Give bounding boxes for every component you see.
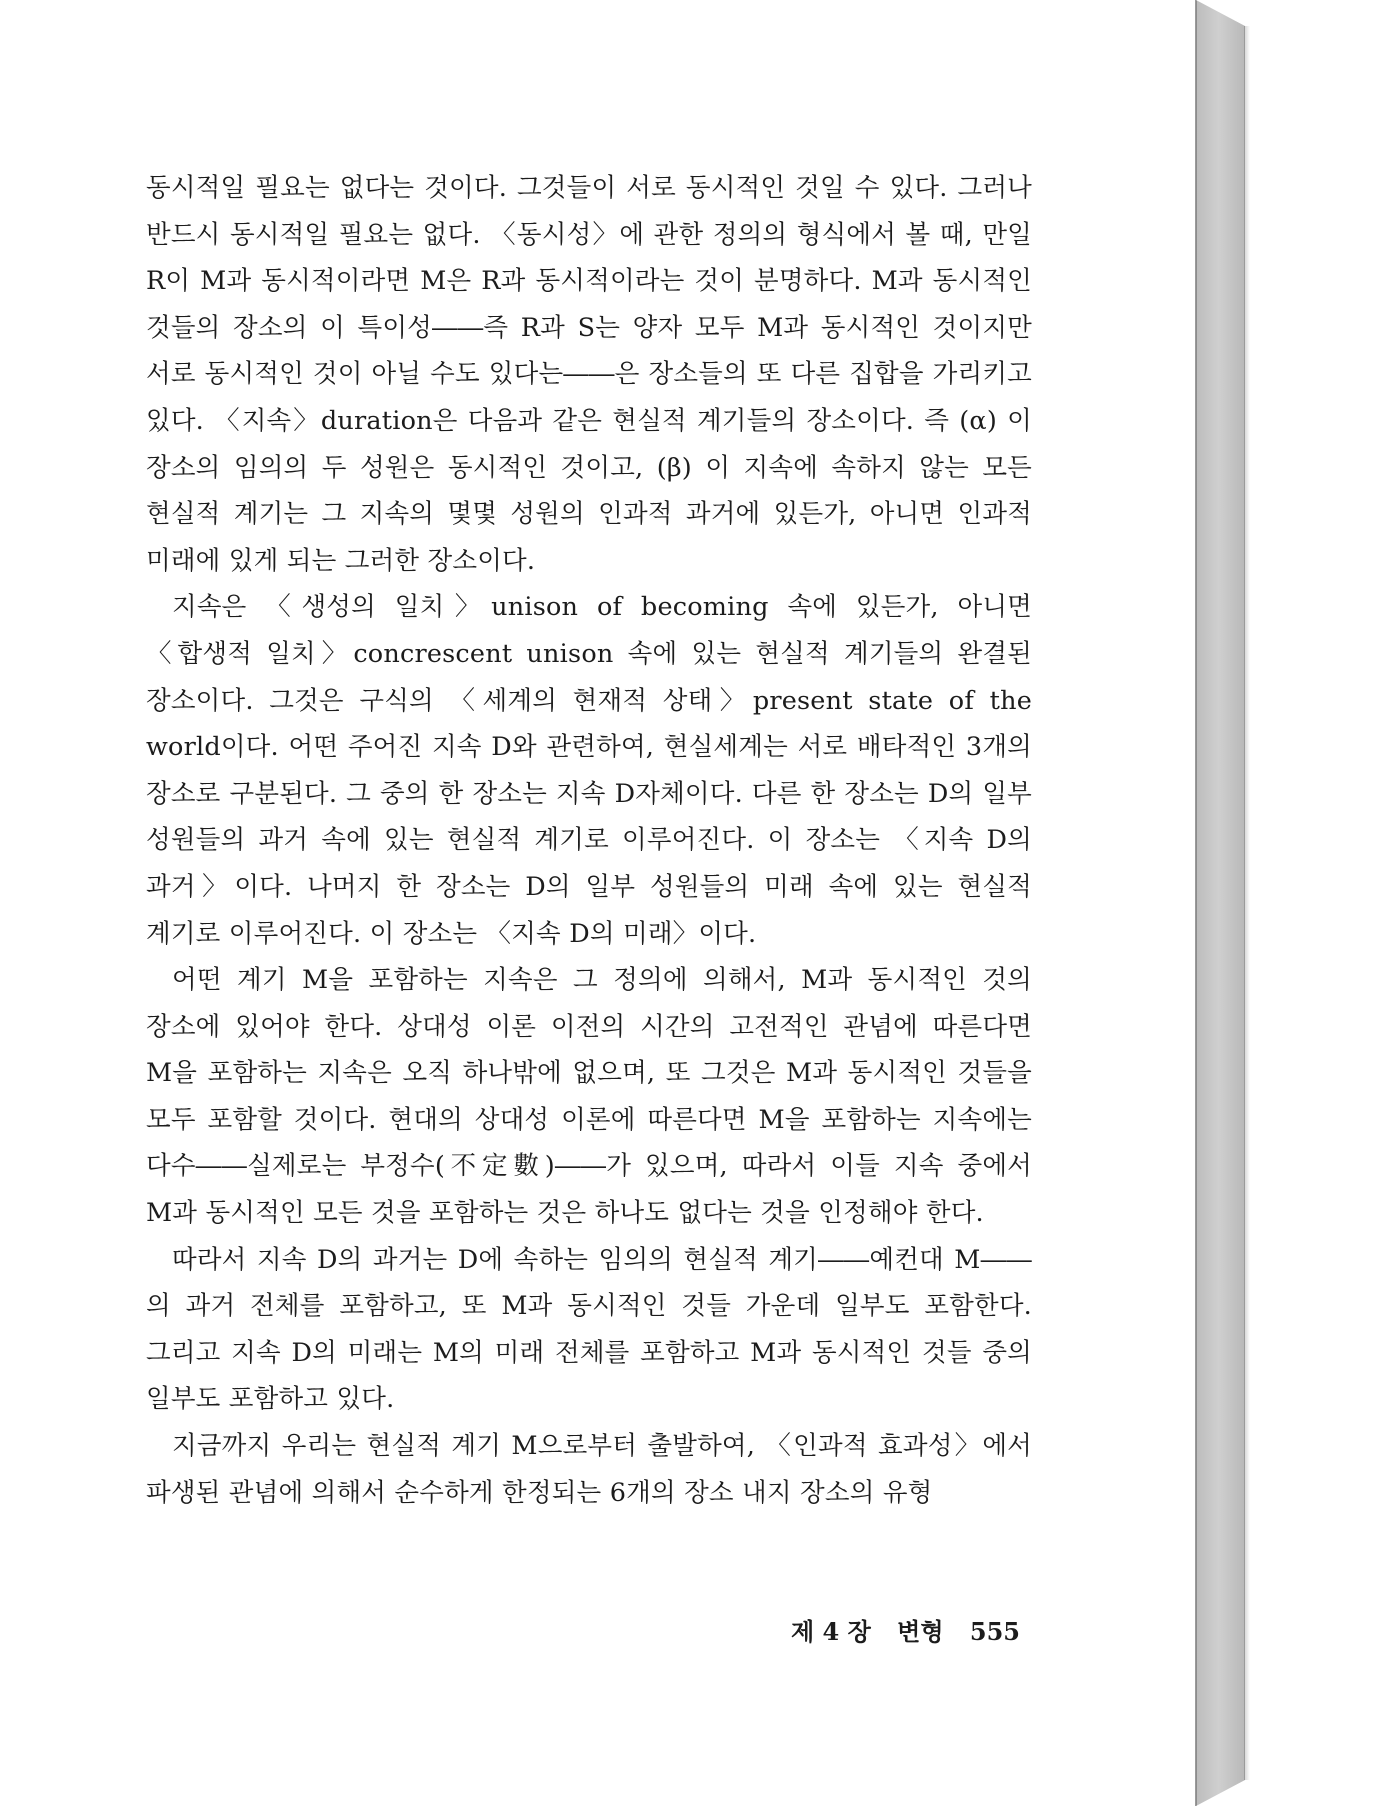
page-body-text — [146, 165, 1032, 1516]
paragraph-2: 지속은 〈생성의 일치〉unison of becoming 속에 있든가, 아니면 〈합생적 일치〉concrescent unison 속에 있는 현실적 계기들의 완결된 장소이다. 그것은 구식의 〈세계의 현재적 상태〉present state of the world이다. 어떤 주어진 지속 D와 관련하여, 현실세계는 서로 배타적인 3개의 장소로 구분된다. 그 중의 한 장소는 지속 D자체이다. 다른 한 장소는 D의 일부 성원들의 과거 속에 있는 현실적 계기로 이루어진다. 이 장소는 〈지속 D의 과거〉이다. 나머지 한 장소는 D의 일부 성원들의 미래 속에 있는 현실적 계기로 이루어진다. 이 장소는 〈지속 D의 미래〉이다. — [146, 592, 1032, 949]
page-edge-shadow — [1244, 26, 1250, 1780]
footer-title: 변형 — [897, 1617, 944, 1646]
paragraph-5: 지금까지 우리는 현실적 계기 M으로부터 출발하여, 〈인과적 효과성〉에서 파생된 관념에 의해서 순수하게 한정되는 6개의 장소 내지 장소의 유형 — [146, 1431, 1032, 1508]
paragraph-1: 동시적일 필요는 없다는 것이다. 그것들이 서로 동시적인 것일 수 있다. 그러나 반드시 동시적일 필요는 없다. 〈동시성〉에 관한 정의의 형식에서 볼 때, 만일 R이 M과 동시적이라면 M은 R과 동시적이라는 것이 분명하다. M과 동시적인 것들의 장소의 이 특이성――즉 R과 S는 양자 모두 M과 동시적인 것이지만 서로 동시적인 것이 아닐 수도 있다는――은 장소들의 또 다른 집합을 가리키고 있다. 〈지속〉duration은 다음과 같은 현실적 계기들의 장소이다. 즉 (α) 이 장소의 임의의 두 성원은 동시적인 것이고, (β) 이 지속에 속하지 않는 모든 현실적 계기는 그 지속의 몇몇 성원의 인과적 과거에 있든가, 아니면 인과적 미래에 있게 되는 그러한 장소이다. — [146, 173, 1032, 576]
footer-page-number: 555 — [969, 1617, 1020, 1646]
paragraph-3: 어떤 계기 M을 포함하는 지속은 그 정의에 의해서, M과 동시적인 것의 장소에 있어야 한다. 상대성 이론 이전의 시간의 고전적인 관념에 따른다면 M을 포함하는 지속은 오직 하나밖에 없으며, 또 그것은 M과 동시적인 것들을 모두 포함할 것이다. 현대의 상대성 이론에 따른다면 M을 포함하는 지속에는 다수――실제로는 부정수(不定數)――가 있으며, 따라서 이들 지속 중에서 M과 동시적인 모든 것을 포함하는 것은 하나도 없다는 것을 인정해야 한다. — [146, 965, 1032, 1229]
paragraph-4: 따라서 지속 D의 과거는 D에 속하는 임의의 현실적 계기――예컨대 M――의 과거 전체를 포함하고, 또 M과 동시적인 것들 가운데 일부도 포함한다. 그리고 지속 D의 미래는 M의 미래 전체를 포함하고 M과 동시적인 것들 중의 일부도 포함하고 있다. — [146, 1244, 1032, 1415]
footer-chapter: 제 4 장 — [791, 1617, 871, 1646]
page-footer — [790, 1612, 1020, 1647]
page-edge-decoration — [1196, 0, 1245, 1806]
